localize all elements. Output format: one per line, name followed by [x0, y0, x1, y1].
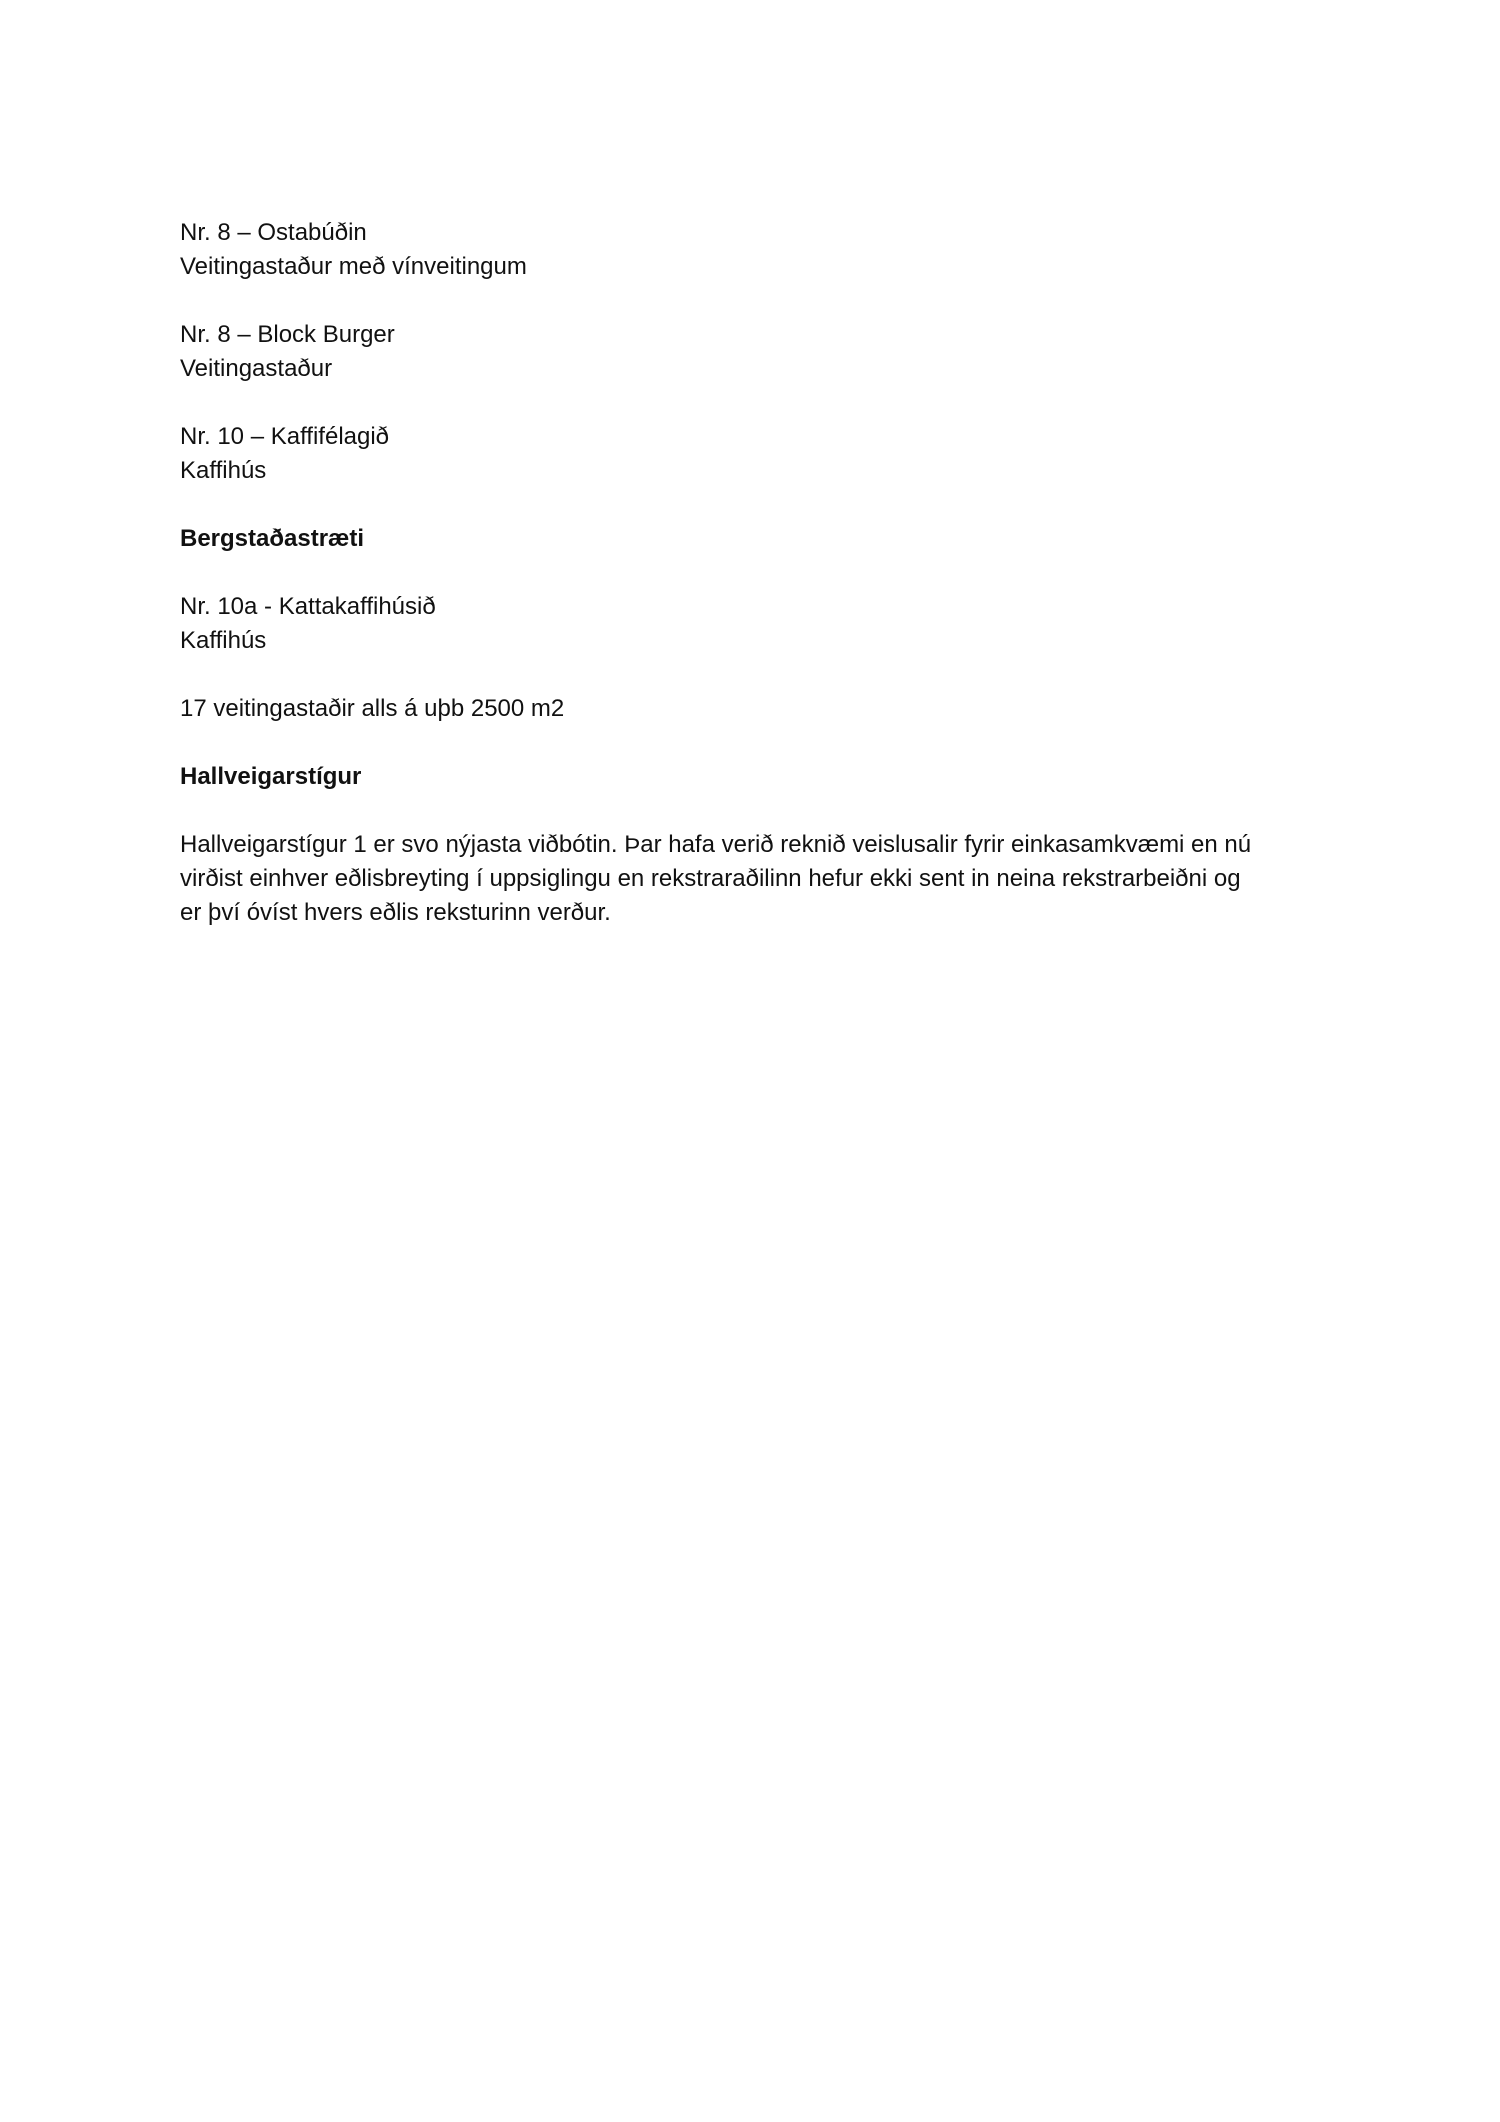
section-heading-hallveigarstigur: Hallveigarstígur — [180, 763, 362, 790]
paragraph-line: er því óvíst hvers eðlis reksturinn verður. — [180, 899, 611, 926]
entry-type: Kaffihús — [180, 627, 267, 654]
entry-ostabudin — [180, 216, 1340, 284]
entry-block-burger — [180, 318, 1340, 386]
entry-title: Nr. 10 – Kaffifélagið — [180, 423, 390, 450]
entry-title: Nr. 8 – Ostabúðin — [180, 219, 367, 246]
entry-type: Veitingastaður með vínveitingum — [180, 253, 527, 280]
paragraph-line: Hallveigarstígur 1 er svo nýjasta viðbótin. Þar hafa verið reknið veislusalir fyrir einkasamkvæmi en nú — [180, 831, 1252, 858]
summary-text — [180, 692, 1340, 726]
entry-type: Veitingastaður — [180, 355, 333, 382]
paragraph-hallveigarstigur — [180, 828, 1340, 930]
summary-line: 17 veitingastaðir alls á uþb 2500 m2 — [180, 695, 565, 722]
entry-title: Nr. 8 – Block Burger — [180, 321, 395, 348]
entry-kaffifelagid — [180, 420, 1340, 488]
paragraph-line: virðist einhver eðlisbreyting í uppsiglingu en rekstraraðilinn hefur ekki sent in neina rekstrarbeiðni og — [180, 865, 1241, 892]
entry-kattakaffihusid — [180, 590, 1340, 658]
document-content — [180, 216, 1340, 930]
entry-type: Kaffihús — [180, 457, 267, 484]
section-heading-bergstadastraeti: Bergstaðastræti — [180, 525, 365, 552]
entry-title: Nr. 10a - Kattakaffihúsið — [180, 593, 436, 620]
